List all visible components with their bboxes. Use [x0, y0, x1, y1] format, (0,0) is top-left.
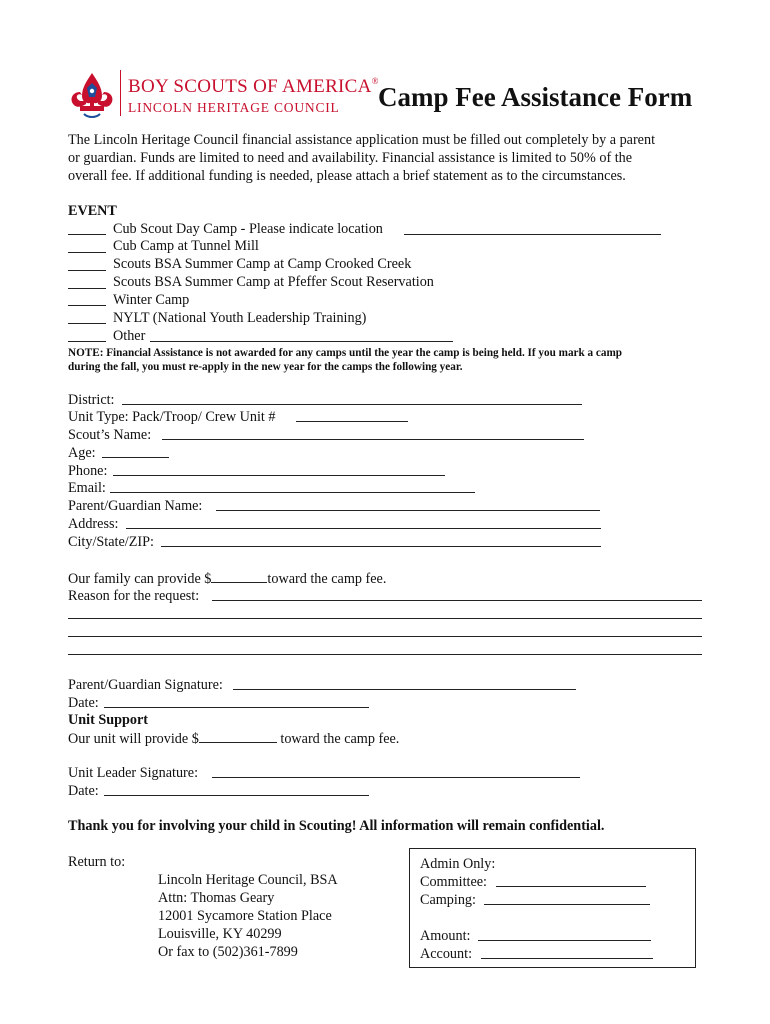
guardian-signature-label: Parent/Guardian Signature: [68, 677, 223, 693]
event-checkline-6[interactable] [68, 323, 106, 324]
intro-line-2: or guardian. Funds are limited to need and availability. Financial assistance is limited to 50% of the [68, 150, 633, 166]
fleur-de-lis-icon [66, 70, 118, 122]
email-field[interactable] [110, 492, 475, 493]
other-field[interactable] [150, 341, 453, 342]
email-label: Email: [68, 480, 106, 496]
event-checkline-2[interactable] [68, 252, 106, 253]
org-name [128, 76, 379, 98]
registered-mark: ® [371, 76, 379, 86]
event-option-6: NYLT (National Youth Leadership Training) [113, 310, 367, 326]
intro-line-1: The Lincoln Heritage Council financial assistance application must be filled out completely by a parent [68, 132, 656, 148]
amount-field[interactable] [478, 940, 651, 941]
amount-label: Amount: [420, 928, 471, 944]
district-field[interactable] [122, 404, 582, 405]
guardian-name-field[interactable] [216, 510, 600, 511]
committee-field[interactable] [496, 886, 646, 887]
event-option-5: Winter Camp [113, 292, 190, 308]
unit-date-field[interactable] [104, 795, 369, 796]
reason-field-1[interactable] [212, 600, 702, 601]
event-checkline-7[interactable] [68, 341, 106, 342]
reason-field-3[interactable] [68, 636, 702, 637]
guardian-name-label: Parent/Guardian Name: [68, 498, 203, 514]
unit-provide-post: toward the camp fee. [280, 731, 400, 747]
event-option-4: Scouts BSA Summer Camp at Pfeffer Scout Reservation [113, 274, 434, 290]
event-checkline-1[interactable] [68, 234, 106, 235]
scout-name-label: Scout’s Name: [68, 427, 152, 443]
phone-label: Phone: [68, 463, 108, 479]
return-line-1: Lincoln Heritage Council, BSA [158, 872, 338, 888]
admin-heading: Admin Only: [420, 856, 496, 872]
unit-leader-signature-label: Unit Leader Signature: [68, 765, 199, 781]
return-line-3: 12001 Sycamore Station Place [158, 908, 332, 924]
phone-field[interactable] [113, 475, 445, 476]
guardian-date-label: Date: [68, 695, 99, 711]
return-line-2: Attn: Thomas Geary [158, 890, 275, 906]
address-label: Address: [68, 516, 119, 532]
family-provide-text [68, 570, 386, 589]
scout-name-field[interactable] [162, 439, 584, 440]
unit-support-heading: Unit Support [68, 712, 149, 728]
committee-label: Committee: [420, 874, 487, 890]
guardian-signature-field[interactable] [233, 689, 576, 690]
event-note-line-2: during the fall, you must re-apply in the new year for the camps the following year. [68, 361, 463, 373]
address-field[interactable] [126, 528, 601, 529]
org-name-text: BOY SCOUTS OF AMERICA [128, 76, 372, 97]
event-checkline-5[interactable] [68, 305, 106, 306]
event-option-1: Cub Scout Day Camp - Please indicate location [113, 221, 383, 237]
family-amount-field[interactable] [211, 570, 267, 583]
event-checkline-4[interactable] [68, 288, 106, 289]
return-line-4: Louisville, KY 40299 [158, 926, 282, 942]
return-line-5: Or fax to (502)361-7899 [158, 944, 298, 960]
event-note-line-1: NOTE: Financial Assistance is not awarded for any camps until the year the camp is being held. If you mark a camp [68, 347, 623, 359]
family-provide-pre: Our family can provide $ [68, 571, 212, 587]
unit-provide-pre: Our unit will provide $ [68, 731, 199, 747]
reason-field-4[interactable] [68, 654, 702, 655]
unit-leader-signature-field[interactable] [212, 777, 580, 778]
guardian-date-field[interactable] [104, 707, 369, 708]
page-title: Camp Fee Assistance Form [378, 82, 693, 112]
unit-number-field[interactable] [296, 421, 408, 422]
event-heading: EVENT [68, 203, 117, 219]
event-option-7: Other [113, 328, 146, 344]
age-field[interactable] [102, 457, 169, 458]
unit-provide-text [68, 730, 399, 749]
event-checkline-3[interactable] [68, 270, 106, 271]
city-state-zip-field[interactable] [161, 546, 601, 547]
location-field[interactable] [404, 234, 661, 235]
district-label: District: [68, 392, 115, 408]
age-label: Age: [68, 445, 96, 461]
unit-type-label: Unit Type: Pack/Troop/ Crew Unit # [68, 409, 276, 425]
camping-label: Camping: [420, 892, 476, 908]
account-label: Account: [420, 946, 473, 962]
account-field[interactable] [481, 958, 653, 959]
family-provide-post: toward the camp fee. [267, 571, 387, 587]
unit-date-label: Date: [68, 783, 99, 799]
unit-amount-field[interactable] [199, 730, 277, 743]
camping-field[interactable] [484, 904, 650, 905]
event-option-2: Cub Camp at Tunnel Mill [113, 238, 259, 254]
thanks-text: Thank you for involving your child in Scouting! All information will remain confidential. [68, 818, 605, 834]
city-state-zip-label: City/State/ZIP: [68, 534, 154, 550]
reason-label: Reason for the request: [68, 588, 200, 604]
logo-divider [120, 70, 121, 116]
reason-field-2[interactable] [68, 618, 702, 619]
council-name: LINCOLN HERITAGE COUNCIL [128, 100, 340, 115]
bsa-logo [66, 70, 118, 122]
event-option-3: Scouts BSA Summer Camp at Camp Crooked Creek [113, 256, 412, 272]
return-label: Return to: [68, 854, 126, 870]
intro-line-3: overall fee. If additional funding is needed, please attach a brief statement as to the circumstances. [68, 168, 626, 184]
